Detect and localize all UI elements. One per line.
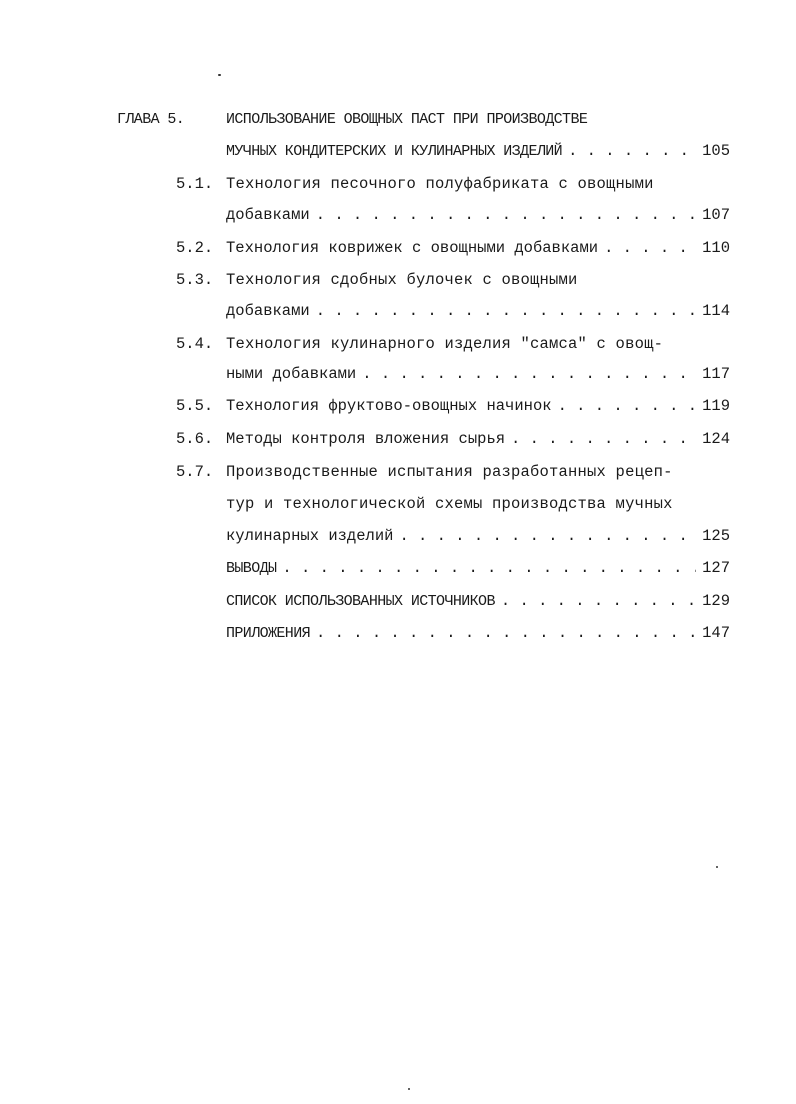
scan-speck <box>716 866 718 868</box>
section-number: 5.3. <box>176 271 214 289</box>
chapter-label: ГЛАВА 5. <box>117 111 185 128</box>
leader-dots <box>362 362 696 386</box>
toc-entry-row <box>226 524 730 548</box>
scan-speck <box>218 74 221 76</box>
leader-dots <box>604 236 696 260</box>
section-title-line: Технология фруктово-овощных начинок <box>226 397 552 415</box>
section-title-line: тур и технологической схемы производства мучных <box>226 495 673 513</box>
leader-dots <box>558 394 697 418</box>
page-number: 125 <box>702 527 730 545</box>
back-matter-title: СПИСОК ИСПОЛЬЗОВАННЫХ ИСТОЧНИКОВ <box>226 593 495 610</box>
chapter-title-line2: МУЧНЫХ КОНДИТЕРСКИХ И КУЛИНАРНЫХ ИЗДЕЛИЙ <box>226 143 563 160</box>
page-number: 110 <box>702 239 730 257</box>
page-number: 119 <box>702 397 730 415</box>
chapter-title-line1: ИСПОЛЬЗОВАНИЕ ОВОЩНЫХ ПАСТ ПРИ ПРОИЗВОДСТВЕ <box>226 111 588 128</box>
section-title-line: ными добавками <box>226 365 357 383</box>
section-title-line: Технология кулинарного изделия "самса" с овощ- <box>226 335 664 353</box>
section-title-line: добавками <box>226 302 310 320</box>
page-number: 117 <box>702 365 730 383</box>
section-title-line: Технология песочного полуфабриката с овощными <box>226 175 654 193</box>
section-number: 5.5. <box>176 397 214 415</box>
back-matter-title: ВЫВОДЫ <box>226 560 277 577</box>
scan-speck <box>408 1088 410 1090</box>
section-title-line: Методы контроля вложения сырья <box>226 430 506 448</box>
section-number: 5.2. <box>176 239 214 257</box>
toc-entry-row <box>226 427 730 451</box>
toc-entry-row <box>226 236 730 260</box>
page-number: 105 <box>702 142 730 160</box>
back-matter-title: ПРИЛОЖЕНИЯ <box>226 625 311 642</box>
toc-entry-row <box>226 203 730 227</box>
section-title-line: Технология сдобных булочек с овощными <box>226 271 578 289</box>
section-number: 5.1. <box>176 175 214 193</box>
toc-entry-row <box>226 556 730 580</box>
toc-entry-row <box>226 621 730 645</box>
toc-entry-row <box>226 589 730 613</box>
leader-dots <box>399 524 696 548</box>
leader-dots <box>316 299 696 323</box>
leader-dots <box>501 589 696 613</box>
chapter-title-line2-row <box>226 139 730 163</box>
section-title-line: Производственные испытания разработанных рецеп- <box>226 463 673 481</box>
toc-entry-row <box>226 299 730 323</box>
leader-dots <box>511 427 696 451</box>
page-number: 127 <box>702 559 730 577</box>
toc-entry-row <box>226 394 730 418</box>
leader-dots <box>316 203 696 227</box>
page-number: 114 <box>702 302 730 320</box>
section-number: 5.7. <box>176 463 214 481</box>
page-number: 124 <box>702 430 730 448</box>
section-number: 5.6. <box>176 430 214 448</box>
leader-dots <box>568 139 696 163</box>
page-number: 147 <box>702 624 730 642</box>
section-title-line: Технология коврижек с овощными добавками <box>226 239 599 257</box>
page-number: 107 <box>702 206 730 224</box>
page-number: 129 <box>702 592 730 610</box>
section-title-line: кулинарных изделий <box>226 527 394 545</box>
section-title-line: добавками <box>226 206 310 224</box>
section-number: 5.4. <box>176 335 214 353</box>
leader-dots <box>282 556 696 580</box>
toc-entry-row <box>226 362 730 386</box>
leader-dots <box>316 621 696 645</box>
